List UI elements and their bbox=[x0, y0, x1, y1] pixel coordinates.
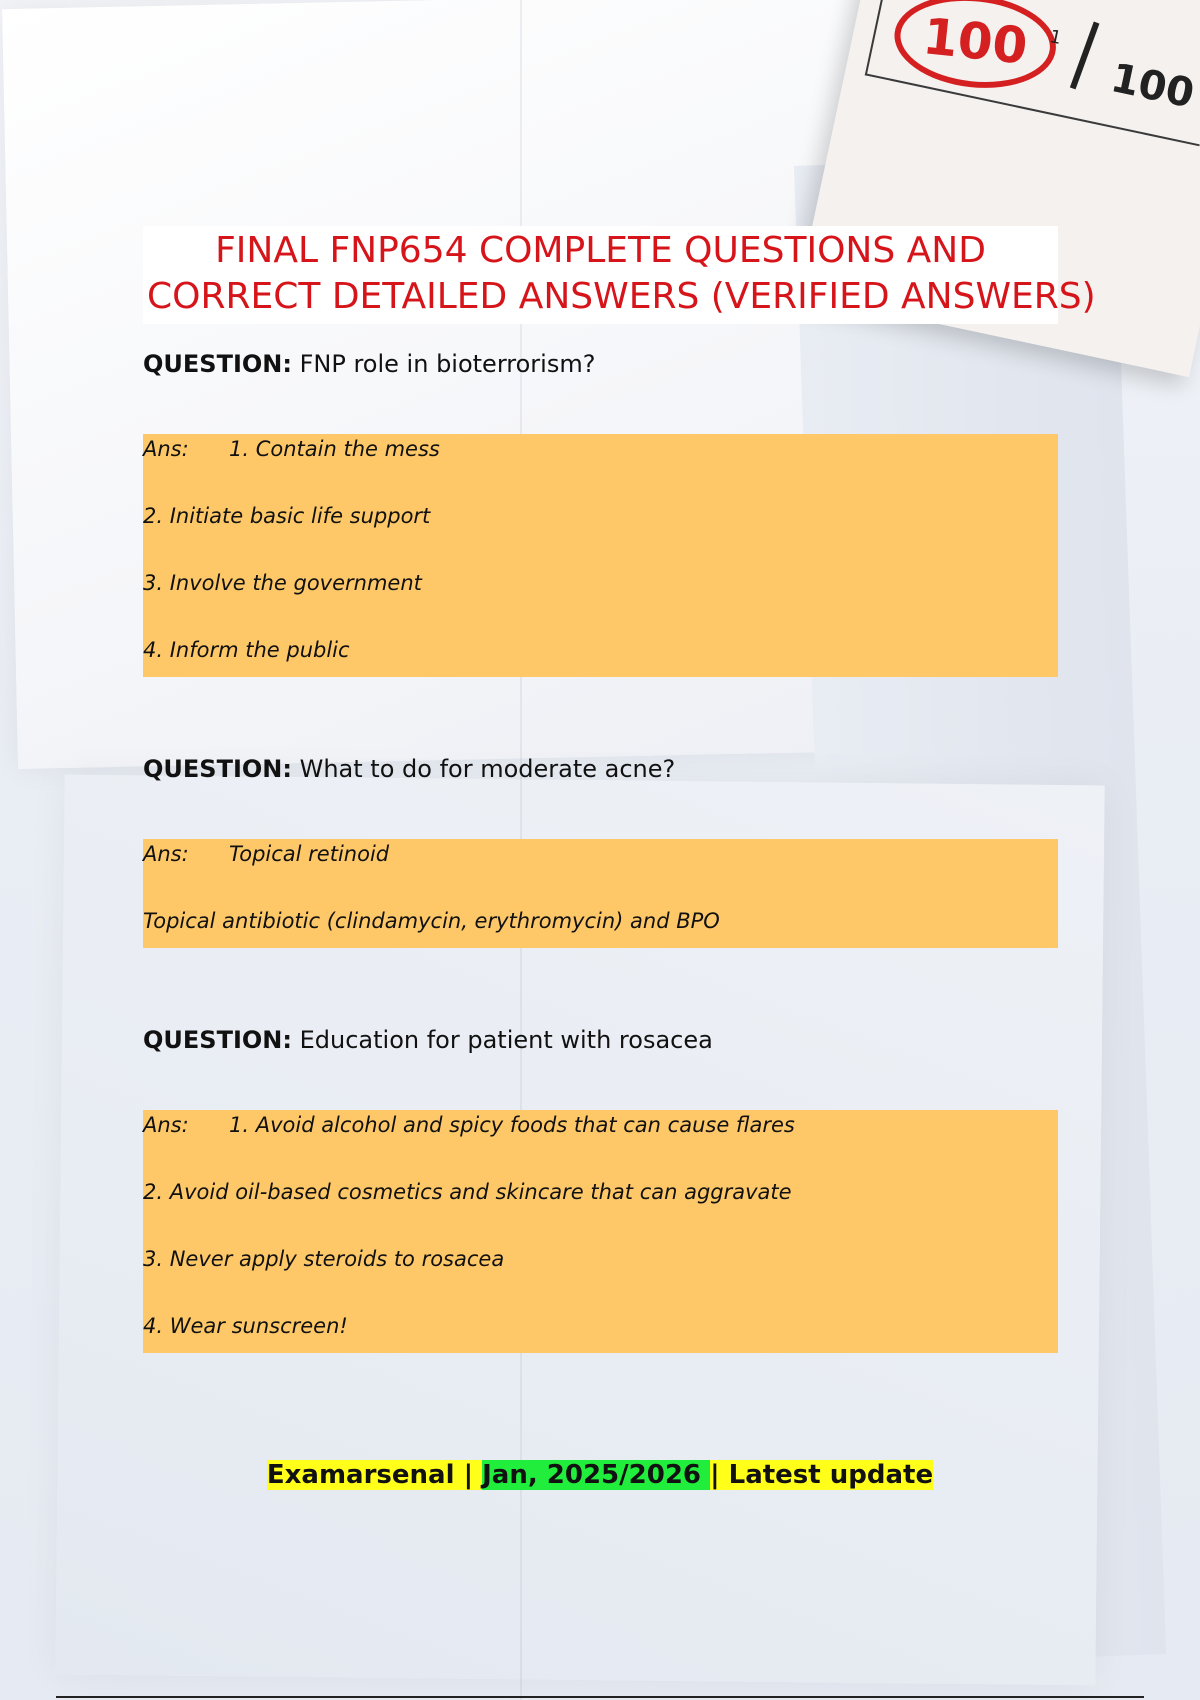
stamp-total: 100 bbox=[1106, 55, 1199, 118]
footer-banner bbox=[0, 1460, 1200, 1490]
title-line-1: FINAL FNP654 COMPLETE QUESTIONS AND bbox=[215, 230, 986, 271]
answer-block-3 bbox=[143, 1110, 1058, 1353]
title-line-2: CORRECT DETAILED ANSWERS (VERIFIED ANSWERS) bbox=[147, 276, 1096, 317]
document-title bbox=[143, 226, 1096, 324]
answer-line bbox=[143, 1177, 1058, 1244]
question-label: QUESTION: bbox=[143, 1026, 292, 1054]
answer-text: Topical antibiotic (clindamycin, erythromycin) and BPO bbox=[143, 909, 720, 933]
footer-date: Jan, 2025/2026 bbox=[482, 1460, 711, 1490]
answer-text: 1. Contain the mess bbox=[229, 437, 440, 461]
answer-text: 3. Involve the government bbox=[143, 571, 422, 595]
stamp-superscript: 1 bbox=[1047, 26, 1064, 49]
answer-line bbox=[143, 635, 1058, 677]
footer-separator: | bbox=[710, 1460, 729, 1490]
answer-text: 4. Wear sunscreen! bbox=[143, 1314, 348, 1338]
answer-line bbox=[143, 568, 1058, 635]
question-text: Education for patient with rosacea bbox=[299, 1026, 713, 1054]
question-label: QUESTION: bbox=[143, 350, 292, 378]
bottom-rule bbox=[56, 1696, 1144, 1698]
answer-text: Topical retinoid bbox=[229, 842, 390, 866]
answer-line bbox=[143, 501, 1058, 568]
document-body bbox=[143, 226, 1096, 1353]
answer-line bbox=[143, 839, 1058, 906]
answer-text: 4. Inform the public bbox=[143, 638, 350, 662]
answer-line bbox=[143, 434, 1058, 501]
answer-block-2 bbox=[143, 839, 1058, 948]
answer-line bbox=[143, 1311, 1058, 1353]
answer-line bbox=[143, 906, 1058, 948]
stamp-score: 100 bbox=[920, 7, 1031, 76]
footer-separator: | bbox=[454, 1460, 483, 1490]
answer-text: 1. Avoid alcohol and spicy foods that can cause flares bbox=[229, 1113, 795, 1137]
footer-brand: Examarsenal bbox=[266, 1460, 455, 1490]
question-1 bbox=[143, 350, 1058, 378]
answer-block-1 bbox=[143, 434, 1058, 677]
question-3 bbox=[143, 1026, 1058, 1054]
answer-label: Ans: bbox=[143, 842, 189, 866]
answer-line bbox=[143, 1110, 1058, 1177]
answer-text: 3. Never apply steroids to rosacea bbox=[143, 1247, 505, 1271]
answer-label: Ans: bbox=[143, 1113, 189, 1137]
question-label: QUESTION: bbox=[143, 755, 292, 783]
question-text: What to do for moderate acne? bbox=[299, 755, 676, 783]
answer-label: Ans: bbox=[143, 437, 189, 461]
question-text: FNP role in bioterrorism? bbox=[299, 350, 596, 378]
answer-line bbox=[143, 1244, 1058, 1311]
question-2 bbox=[143, 755, 1058, 783]
footer-update: Latest update bbox=[728, 1460, 934, 1490]
answer-text: 2. Initiate basic life support bbox=[143, 504, 431, 528]
answer-text: 2. Avoid oil-based cosmetics and skincare that can aggravate bbox=[143, 1180, 792, 1204]
